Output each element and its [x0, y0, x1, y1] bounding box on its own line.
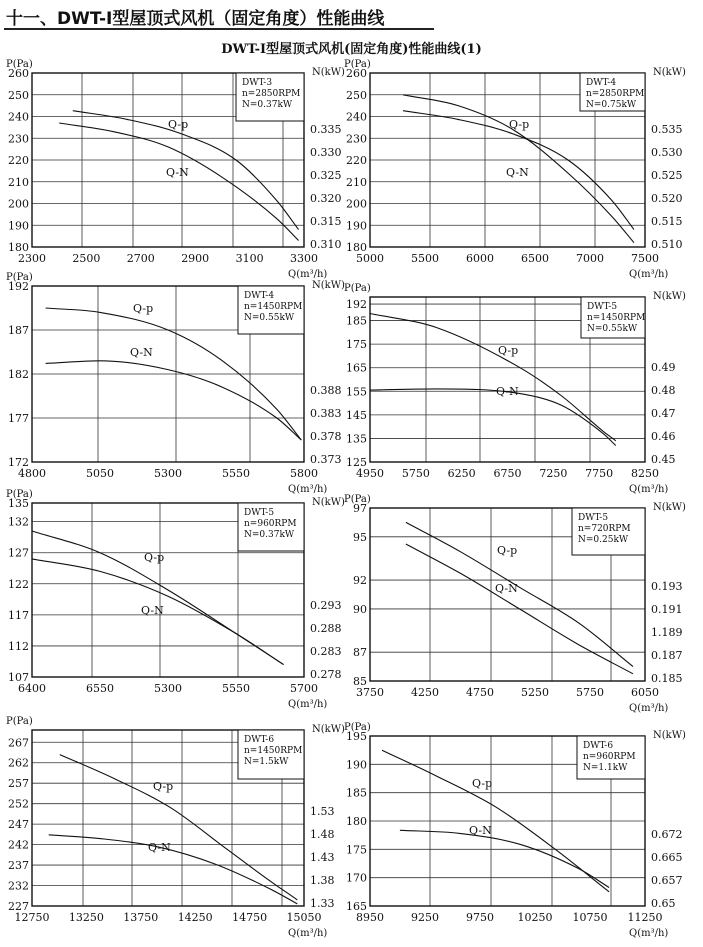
- y2-tick-label: 0.525: [651, 169, 683, 182]
- x-axis-label: Q(m³/h): [288, 928, 328, 939]
- y2-tick-label: 0.49: [651, 361, 676, 374]
- q-n-curve-label: Q-N: [495, 582, 518, 595]
- x-tick-label: 6050: [631, 686, 659, 699]
- x-tick-label: 7000: [576, 252, 604, 265]
- y-axis-label: P(Pa): [6, 272, 33, 283]
- q-n-curve-label: Q-N: [148, 841, 171, 854]
- model-label-line: N=0.75kW: [586, 100, 637, 110]
- x-tick-label: 7500: [631, 252, 659, 265]
- y2-tick-label: 0.191: [651, 603, 683, 616]
- model-label-line: DWT-5: [587, 302, 618, 312]
- x-tick-label: 5800: [290, 467, 318, 480]
- x-tick-label: 10250: [517, 911, 553, 924]
- y-tick-label: 257: [8, 777, 29, 791]
- chart-panel-5: [6, 489, 345, 710]
- y2-tick-label: 0.335: [310, 123, 342, 136]
- y2-axis-label: N(kW): [653, 502, 686, 513]
- y-tick-label: 90: [353, 602, 367, 616]
- y2-axis-label: N(kW): [653, 67, 686, 78]
- x-tick-label: 4250: [411, 686, 439, 699]
- y2-tick-label: 0.530: [651, 146, 683, 159]
- x-tick-label: 3750: [356, 686, 384, 699]
- q-p-curve-label: Q-p: [509, 118, 530, 131]
- y-tick-label: 122: [8, 577, 29, 591]
- q-p-curve-label: Q-p: [498, 344, 519, 357]
- x-tick-label: 5700: [290, 682, 318, 695]
- x-tick-label: 5550: [222, 467, 250, 480]
- y-tick-label: 230: [346, 132, 367, 146]
- y-tick-label: 260: [8, 67, 29, 80]
- x-tick-label: 6400: [18, 682, 46, 695]
- y-tick-label: 240: [346, 110, 367, 124]
- chart-panel-6: [344, 494, 686, 714]
- y2-tick-label: 0.288: [310, 622, 342, 635]
- x-tick-label: 2900: [181, 252, 210, 265]
- y2-tick-label: 0.657: [651, 874, 683, 887]
- y-tick-label: 190: [346, 219, 367, 233]
- y2-tick-label: 0.315: [310, 215, 342, 228]
- y-tick-label: 227: [8, 900, 29, 913]
- y-tick-label: 220: [346, 154, 367, 167]
- y-tick-label: 175: [346, 843, 367, 857]
- y-tick-label: 95: [353, 530, 367, 544]
- q-p-curve-label: Q-p: [153, 780, 174, 793]
- y-tick-label: 242: [8, 838, 29, 852]
- x-axis-label: Q(m³/h): [288, 484, 328, 495]
- chart-panel-7: [6, 716, 345, 939]
- x-tick-label: 2300: [18, 252, 46, 265]
- chart-panel-8: [344, 722, 686, 939]
- y-tick-label: 97: [353, 502, 367, 515]
- page-title: 十一、DWT-Ⅰ型屋顶式风机（固定角度）性能曲线: [6, 9, 385, 29]
- model-label-line: n=2850RPM: [242, 89, 301, 99]
- y-tick-label: 267: [8, 736, 29, 750]
- y2-axis-label: N(kW): [653, 291, 686, 302]
- x-tick-label: 5300: [154, 682, 182, 695]
- chart-panel-1: [6, 59, 345, 280]
- y2-axis-label: N(kW): [312, 67, 345, 78]
- y-tick-label: 107: [8, 671, 29, 684]
- y-tick-label: 232: [8, 879, 29, 893]
- x-tick-label: 4750: [466, 686, 494, 699]
- y-tick-label: 250: [8, 88, 29, 102]
- y-tick-label: 112: [8, 639, 29, 653]
- x-axis-label: Q(m³/h): [629, 269, 669, 280]
- y2-tick-label: 0.388: [310, 384, 342, 397]
- y2-axis-label: N(kW): [653, 730, 686, 741]
- y2-tick-label: 1.189: [651, 626, 683, 639]
- model-label-line: DWT-4: [586, 78, 617, 88]
- y2-tick-label: 0.325: [310, 169, 342, 182]
- y2-tick-label: 0.520: [651, 192, 683, 205]
- q-n-curve: [46, 361, 302, 440]
- y-tick-label: 135: [8, 497, 29, 510]
- x-tick-label: 13250: [68, 911, 104, 924]
- y-tick-label: 240: [8, 110, 29, 124]
- x-tick-label: 14250: [177, 911, 213, 924]
- x-tick-label: 5050: [86, 467, 114, 480]
- q-n-curve: [400, 830, 609, 887]
- y2-tick-label: 0.510: [651, 238, 683, 251]
- model-label-line: N=1.5kW: [244, 757, 289, 767]
- x-tick-label: 7750: [585, 467, 614, 480]
- y2-tick-label: 1.33: [310, 897, 335, 910]
- model-label-line: n=960RPM: [583, 752, 636, 762]
- x-tick-label: 9750: [466, 911, 494, 924]
- y-tick-label: 195: [346, 730, 367, 743]
- y-tick-label: 187: [8, 324, 29, 337]
- model-label-line: DWT-5: [244, 508, 275, 518]
- model-label-line: DWT-6: [244, 735, 275, 745]
- model-label-line: n=720RPM: [578, 524, 631, 534]
- q-p-curve: [370, 314, 616, 441]
- y2-tick-label: 1.53: [310, 805, 335, 818]
- y-axis-label: P(Pa): [344, 494, 371, 505]
- y-tick-label: 177: [8, 412, 29, 425]
- q-n-curve-label: Q-N: [469, 824, 492, 837]
- y2-tick-label: 0.383: [310, 407, 342, 420]
- y2-axis-label: N(kW): [312, 724, 345, 735]
- x-tick-label: 6550: [86, 682, 114, 695]
- y2-tick-label: 0.535: [651, 123, 683, 136]
- x-axis-label: Q(m³/h): [629, 484, 669, 495]
- x-axis-label: Q(m³/h): [629, 703, 669, 714]
- q-n-curve-label: Q-N: [496, 385, 519, 398]
- y-tick-label: 165: [346, 361, 367, 375]
- y-tick-label: 200: [8, 197, 29, 211]
- y-tick-label: 220: [8, 154, 29, 167]
- y-tick-label: 185: [346, 786, 367, 800]
- y2-axis-label: N(kW): [312, 280, 345, 291]
- y2-tick-label: 0.193: [651, 580, 683, 593]
- y-axis-label: P(Pa): [344, 59, 371, 70]
- x-tick-label: 5500: [411, 252, 439, 265]
- y-tick-label: 247: [8, 818, 29, 832]
- x-tick-label: 5250: [521, 686, 549, 699]
- y2-tick-label: 0.672: [651, 828, 683, 841]
- y2-tick-label: 0.278: [310, 668, 342, 681]
- y2-tick-label: 0.185: [651, 672, 683, 685]
- y-tick-label: 175: [346, 338, 367, 352]
- y-tick-label: 185: [346, 314, 367, 328]
- y2-tick-label: 0.293: [310, 599, 342, 612]
- model-label-line: DWT-4: [244, 291, 275, 301]
- y-tick-label: 92: [353, 574, 367, 588]
- x-tick-label: 2700: [126, 252, 155, 265]
- y-tick-label: 180: [346, 815, 367, 828]
- q-n-curve-label: Q-N: [166, 166, 189, 179]
- y2-tick-label: 0.330: [310, 146, 342, 159]
- chart-panel-4: [344, 283, 686, 495]
- y-tick-label: 172: [8, 456, 29, 469]
- y-axis-label: P(Pa): [6, 716, 33, 727]
- y-tick-label: 252: [8, 797, 29, 811]
- y-tick-label: 200: [346, 197, 367, 211]
- y2-tick-label: 0.665: [651, 851, 683, 864]
- q-n-curve-label: Q-N: [130, 346, 153, 359]
- model-label-line: N=1.1kW: [583, 763, 628, 773]
- x-tick-label: 10750: [572, 911, 608, 924]
- x-tick-label: 5300: [154, 467, 182, 480]
- y-tick-label: 180: [8, 241, 29, 254]
- q-p-curve-label: Q-p: [133, 302, 154, 315]
- x-tick-label: 3100: [235, 252, 264, 265]
- y-tick-label: 125: [346, 456, 367, 469]
- q-p-curve-label: Q-p: [168, 118, 189, 131]
- y-tick-label: 87: [353, 646, 367, 660]
- x-tick-label: 14750: [232, 911, 268, 924]
- q-p-curve-label: Q-p: [497, 544, 518, 557]
- y-tick-label: 165: [346, 900, 367, 913]
- model-label-line: DWT-5: [578, 513, 609, 523]
- model-label-line: n=1450RPM: [587, 313, 646, 323]
- y-tick-label: 182: [8, 368, 29, 381]
- x-tick-label: 7250: [539, 467, 568, 480]
- x-axis-label: Q(m³/h): [288, 699, 328, 710]
- y-tick-label: 155: [346, 385, 367, 399]
- y-tick-label: 135: [346, 432, 367, 446]
- x-tick-label: 9250: [411, 911, 439, 924]
- y-tick-label: 250: [346, 88, 367, 102]
- x-tick-label: 2500: [72, 252, 101, 265]
- x-tick-label: 8950: [356, 911, 384, 924]
- y-tick-label: 190: [346, 758, 367, 772]
- model-label-line: n=1450RPM: [244, 746, 303, 756]
- x-tick-label: 15050: [286, 911, 322, 924]
- y-axis-label: P(Pa): [344, 722, 371, 733]
- x-tick-label: 6500: [521, 252, 549, 265]
- model-label-line: N=0.37kW: [242, 100, 293, 110]
- x-tick-label: 6250: [447, 467, 476, 480]
- x-tick-label: 6000: [466, 252, 494, 265]
- x-tick-label: 4950: [356, 467, 384, 480]
- y-tick-label: 190: [8, 219, 29, 233]
- q-n-curve-label: Q-N: [141, 604, 164, 617]
- model-label-line: DWT-6: [583, 741, 614, 751]
- x-tick-label: 3300: [290, 252, 318, 265]
- model-label-line: N=0.55kW: [587, 324, 638, 334]
- model-label-line: N=0.37kW: [244, 530, 295, 540]
- y-tick-label: 132: [8, 515, 29, 529]
- y2-tick-label: 0.310: [310, 238, 342, 251]
- y-tick-label: 192: [346, 298, 367, 312]
- y2-tick-label: 0.373: [310, 453, 342, 466]
- x-tick-label: 11250: [627, 911, 663, 924]
- y2-tick-label: 1.43: [310, 851, 335, 864]
- y2-tick-label: 0.378: [310, 430, 342, 443]
- chart-panel-3: [6, 272, 345, 495]
- model-label-line: N=0.25kW: [578, 535, 629, 545]
- y2-tick-label: 0.46: [651, 430, 676, 443]
- y2-tick-label: 0.47: [651, 407, 676, 420]
- x-axis-label: Q(m³/h): [629, 928, 669, 939]
- y2-tick-label: 1.48: [310, 828, 335, 841]
- y-tick-label: 210: [8, 175, 29, 189]
- x-tick-label: 6750: [493, 467, 522, 480]
- y2-tick-label: 1.38: [310, 874, 335, 887]
- y-tick-label: 145: [346, 408, 367, 422]
- y-tick-label: 237: [8, 859, 29, 873]
- model-label-line: DWT-3: [242, 78, 273, 88]
- y-tick-label: 85: [353, 675, 367, 688]
- x-tick-label: 5750: [576, 686, 604, 699]
- q-p-curve-label: Q-p: [144, 551, 165, 564]
- y-tick-label: 230: [8, 132, 29, 146]
- y-tick-label: 260: [346, 67, 367, 80]
- x-tick-label: 12750: [14, 911, 50, 924]
- y-tick-label: 262: [8, 756, 29, 770]
- model-label-line: N=0.55kW: [244, 313, 295, 323]
- y2-axis-label: N(kW): [312, 497, 345, 508]
- x-axis-label: Q(m³/h): [288, 269, 328, 280]
- y2-tick-label: 0.320: [310, 192, 342, 205]
- x-tick-label: 13750: [123, 911, 159, 924]
- y-tick-label: 170: [346, 871, 367, 885]
- model-label-line: n=960RPM: [244, 519, 297, 529]
- chart-heading: DWT-Ⅰ型屋顶式风机(固定角度)性能曲线(1): [221, 42, 482, 57]
- y-tick-label: 180: [346, 241, 367, 254]
- y-tick-label: 192: [8, 280, 29, 293]
- y2-tick-label: 0.45: [651, 453, 676, 466]
- model-label-line: n=2850RPM: [586, 89, 645, 99]
- y-axis-label: P(Pa): [6, 59, 33, 70]
- y-axis-label: P(Pa): [344, 283, 371, 294]
- y2-tick-label: 0.65: [651, 897, 676, 910]
- x-tick-label: 5750: [401, 467, 430, 480]
- y2-tick-label: 0.283: [310, 645, 342, 658]
- model-label-line: n=1450RPM: [244, 302, 303, 312]
- q-n-curve: [49, 835, 298, 904]
- y-tick-label: 117: [8, 608, 29, 622]
- q-p-curve-label: Q-p: [472, 777, 493, 790]
- y-tick-label: 210: [346, 175, 367, 189]
- y2-tick-label: 0.48: [651, 384, 676, 397]
- y2-tick-label: 0.187: [651, 649, 683, 662]
- x-tick-label: 5550: [222, 682, 250, 695]
- y2-tick-label: 0.515: [651, 215, 683, 228]
- x-tick-label: 8250: [631, 467, 659, 480]
- q-n-curve-label: Q-N: [506, 166, 529, 179]
- q-n-curve: [370, 389, 616, 446]
- y-tick-label: 127: [8, 546, 29, 560]
- y-axis-label: P(Pa): [6, 489, 33, 500]
- chart-panel-2: [344, 59, 686, 280]
- x-tick-label: 5000: [356, 252, 384, 265]
- x-tick-label: 4800: [18, 467, 46, 480]
